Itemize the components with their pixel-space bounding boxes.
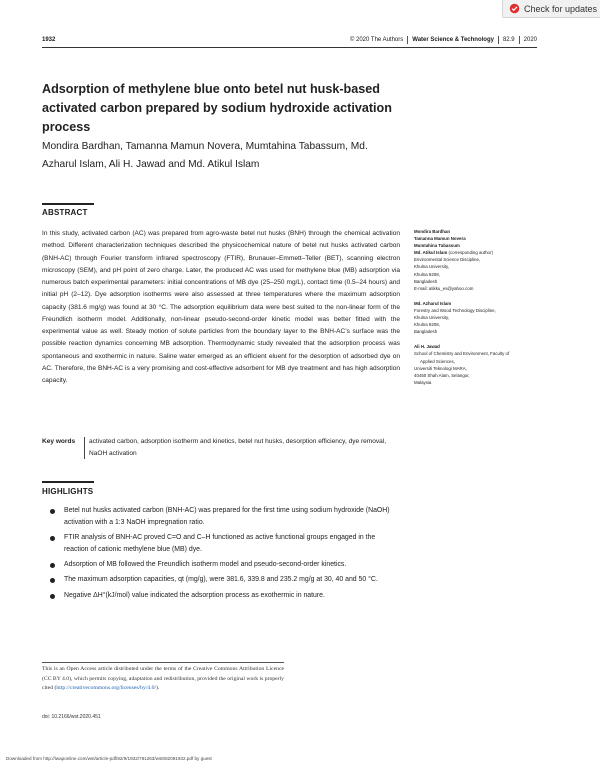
affiliation-line: School of Chemistry and Environment, Faculty of [414,351,510,357]
bullet-icon [50,563,55,568]
affiliation-line: Universiti Teknologi MARA, [414,365,467,371]
bullet-icon [50,594,55,599]
highlight-text: Negative ΔH°(kJ/mol) value indicated the adsorption process as exothermic in nature. [64,591,325,599]
highlight-item [50,574,400,586]
page-number: 1932 [42,37,56,43]
highlights-heading: HIGHLIGHTS [42,487,94,496]
doi: doi: 10.2166/wst.2020.451 [42,714,101,720]
running-header-right [350,36,537,44]
highlights-rule [42,481,94,483]
affiliation-name: Mondira Bardhan [414,229,451,234]
affiliation-block-1 [414,228,544,292]
highlight-text: FTIR analysis of BNH-AC proved C=O and C–H functioned as active functional groups engaged in the reaction of cationic methylene blue (MB) dye. [64,534,376,554]
keywords-row [42,436,400,461]
header-separator [407,36,408,44]
affiliation-line: Malaysia [414,379,432,385]
publication-year: 2020 [523,37,537,43]
license-link[interactable]: http://creativecommons.org/licenses/by/4.0/ [56,685,157,692]
license-text: This is an Open Access article distributed under the terms of the Creative Commons Attribution Licence (CC BY 4.0), which permits copying, adaptation and redistribution, provided the original work is properly cited ( [42,666,284,692]
affiliation-name: Mumtahina Tabassum [414,243,460,249]
affiliation-line: Khulna University, [414,264,450,270]
check-for-updates-icon [509,3,520,14]
bullet-icon [50,536,55,541]
affiliation-line: Khulna 9208, [414,271,440,277]
keywords-text: activated carbon, adsorption isotherm and kinetics, betel nut husks, desorption efficiency, dye removal, NaOH activation [89,438,387,458]
article-title: Adsorption of methylene blue onto betel nut husk-based activated carbon prepared by sodium hydroxide activation process [42,82,392,134]
affiliation-name: Md. Atikul Islam [414,250,448,256]
affiliation-name: Md. Azharul Islam [414,300,452,306]
highlight-text: Adsorption of MB followed the Freundlich isotherm model and pseudo-second-order kinetics. [64,561,347,569]
abstract-rule [42,203,94,205]
highlight-item [50,559,400,571]
highlight-text: The maximum adsorption capacities, qt (mg/g), were 381.6, 339.8 and 235.2 mg/g at 30, 40 and 50 °C. [64,576,378,584]
affiliation-line: 40450 Shah Alam, Selangor, [414,372,470,378]
highlights-list [50,505,400,605]
keywords-label: Key words [42,438,76,445]
affiliation-block-3 [414,343,544,386]
header-separator [498,36,499,44]
download-notice: Downloaded from http://iwaponline.com/wst/article-pdf/82/9/1932/781263/wst082091932.pdf by guest [6,756,212,761]
keywords-divider [84,437,85,459]
corresponding-author-note: (corresponding author) [447,250,493,256]
license-footnote [42,665,284,694]
affiliation-line: Khulna University, [414,315,450,321]
highlight-item [50,532,400,556]
copyright-notice: © 2020 The Authors [349,37,404,43]
highlight-item [50,505,400,529]
affiliation-line: Environmental Science Discipline, [414,257,481,263]
affiliation-line: Forestry and Wood Technology Discipline, [414,307,496,313]
running-header [42,33,537,47]
affiliation-block-2 [414,300,544,335]
affiliation-name: Tamanna Mamun Novera [414,236,466,242]
highlight-text: Betel nut husks activated carbon (BNH-AC) was prepared for the first time using sodium hydroxide (NaOH) activation with a 1:3 NaOH impregnation ratio. [64,507,390,527]
affiliation-line: Bangladesh [414,329,438,335]
volume-issue: 82.9 [502,37,515,43]
header-rule [42,47,537,48]
affiliation-line: Khulna 9208, [414,322,440,328]
highlight-item [50,590,400,602]
check-for-updates-label: Check for updates [524,3,598,14]
corresponding-email[interactable]: E-mail: atikku_es@yahoo.com [414,285,474,291]
abstract-heading: ABSTRACT [42,208,88,217]
bullet-icon [50,509,55,514]
affiliation-line: Bangladesh [414,278,438,284]
bullet-icon [50,578,55,583]
author-list: Mondira Bardhan, Tamanna Mamun Novera, Mumtahina Tabassum, Md. Azharul Islam, Ali H. Jawad and Md. Atikul Islam [42,141,368,170]
license-text-end: ). [156,685,160,692]
affiliation-name: Ali H. Jawad [414,344,440,350]
journal-name: Water Science & Technology [412,37,494,43]
check-for-updates-badge[interactable] [502,0,600,18]
affiliations-sidebar [414,228,544,394]
abstract-body: In this study, activated carbon (AC) was prepared from agro-waste betel nut husks (BNH) through the chemical activation method. Different characterization techniques described the physicochemical nature of betel nut husks activated carbon (BNH-AC) through Fourier transform infrared spectroscopy (FTIR), Brunauer–Emmett–Teller (BET), scanning electron microscopy (SEM), and pH point of zero charge. Later, the produced AC was used for methylene blue (MB) adsorption via numerous batch experimental parameters: initial concentrations of MB dye (25–250 mg/L), contact time (0.5–24 hours) and initial pH (2–12). Dye adsorption isotherms were also assessed at three temperatures where the maximum adsorption capacity (381.6 mg/g) was found at 30 °C. The adsorption equilibrium data were best suited to the non-linear form of the Freundlich isotherm model. Additionally, non-linear pseudo-second-order kinetic model was better fitted with the experimental value as well. Steady motion of solute particles from the boundary layer to the BNH-AC’s surface was the possible reaction dynamics concerning MB adsorption. Thermodynamic study revealed that the adsorption process was spontaneous and exothermic in nature. Saline water emerged as an efficient eluent for the desorption of adsorbed dye on AC. Therefore, the BNH-AC is a very promising and cost-effective adsorbent for MB dye treatment and has high adsorption capacity. [42,230,400,384]
header-separator [519,36,520,44]
footnote-rule [42,662,284,663]
affiliation-line: Applied Sciences, [420,358,455,364]
